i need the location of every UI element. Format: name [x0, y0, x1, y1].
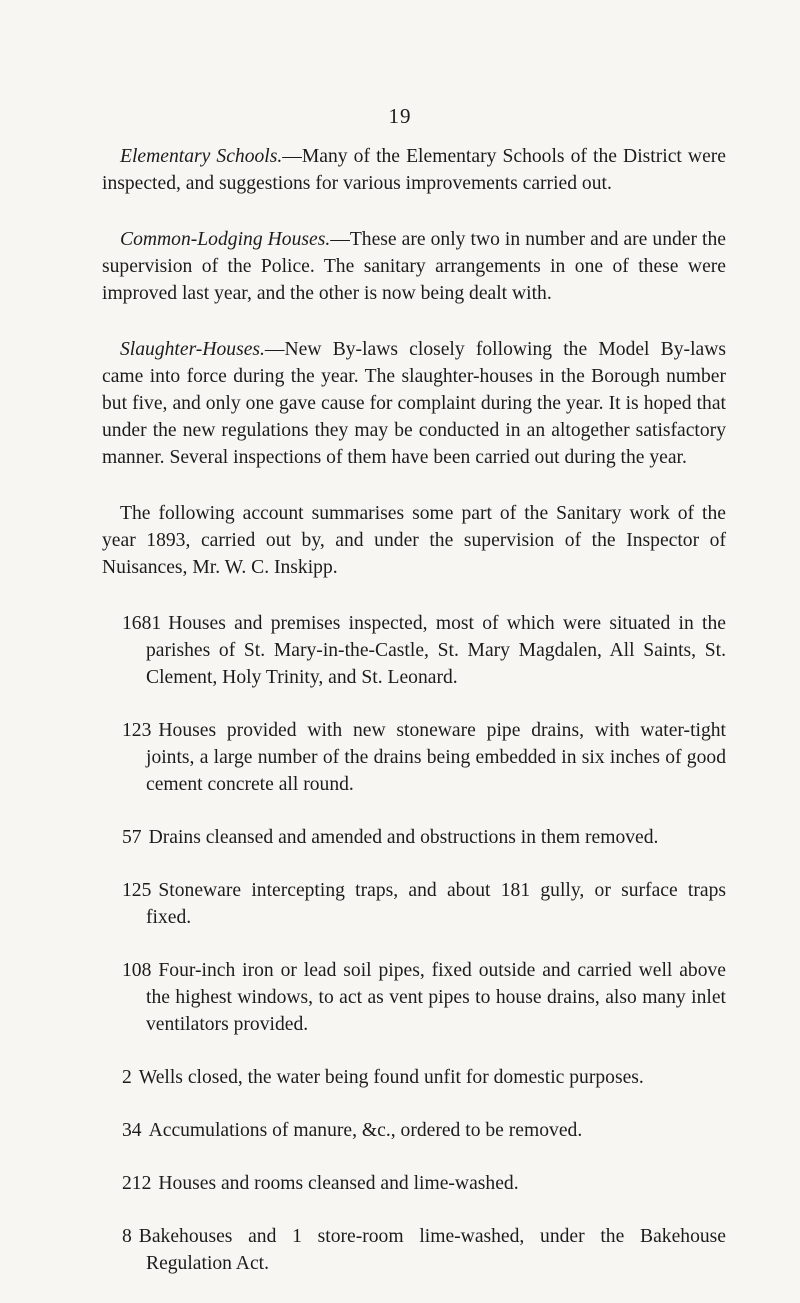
item-text: Bakehouses and 1 store-room lime-washed, under the Bakehouse Regulation Act.: [138, 1226, 726, 1274]
report-body: [102, 143, 726, 1303]
list-item: [102, 1170, 726, 1197]
paragraph-heading: Elementary Schools.: [120, 146, 283, 167]
paragraph-common-lodging-houses: [102, 226, 726, 307]
item-number: 125: [122, 880, 152, 901]
item-number: 1681: [122, 613, 162, 634]
paragraph-text: —These are only two in number and are under the supervision of the Police. The sanitary arrangements in one of these were improved last year, and the other is now being dealt with.: [102, 229, 726, 304]
item-number: 212: [122, 1173, 152, 1194]
paragraph-slaughter-houses: [102, 336, 726, 471]
paragraph-heading: Slaughter-Houses.: [120, 339, 265, 360]
list-item: [102, 1064, 726, 1091]
list-item: [102, 1223, 726, 1277]
item-text: Stoneware intercepting traps, and about 181 gully, or surface traps fixed.: [146, 880, 726, 928]
item-number: 108: [122, 960, 152, 981]
item-number: 8: [122, 1226, 132, 1247]
list-item: [102, 717, 726, 798]
list-item: [102, 610, 726, 691]
sanitary-work-list: [102, 610, 726, 1277]
item-text: Houses and rooms cleansed and lime-washed.: [158, 1173, 519, 1194]
paragraph-text: The following account summarises some part of the Sanitary work of the year 1893, carried out by, and under the supervision of the Inspector of Nuisances, Mr. W. C. Inskipp.: [102, 503, 726, 578]
paragraph-elementary-schools: [102, 143, 726, 197]
list-item: [102, 957, 726, 1038]
item-number: 57: [122, 827, 142, 848]
paragraph-sanitary-work-summary: [102, 500, 726, 581]
paragraph-text: —Many of the Elementary Schools of the District were inspected, and suggestions for various improvements carried out.: [102, 146, 726, 194]
item-text: Accumulations of manure, &c., ordered to be removed.: [148, 1120, 583, 1141]
item-number: 123: [122, 720, 152, 741]
paragraph-text: —New By-laws closely following the Model By-laws came into force during the year. The slaughter-houses in the Borough number but five, and only one gave cause for complaint during the year. It is hoped that under the new regulations they may be conducted in an altogether satisfactory manner. Several inspections of them have been carried out during the year.: [102, 339, 726, 468]
item-text: Houses provided with new stoneware pipe drains, with water-tight joints, a large number of the drains being embedded in six inches of good cement concrete all round.: [146, 720, 726, 795]
item-text: Four-inch iron or lead soil pipes, fixed outside and carried well above the highest windows, to act as vent pipes to house drains, also many inlet ventilators provided.: [146, 960, 726, 1035]
list-item: [102, 877, 726, 931]
item-text: Drains cleansed and amended and obstructions in them removed.: [148, 827, 659, 848]
paragraph-heading: Common-Lodging Houses.: [120, 229, 331, 250]
item-text: Houses and premises inspected, most of which were situated in the parishes of St. Mary-in-the-Castle, St. Mary Magdalen, All Saints, St. Clement, Holy Trinity, and St. Leonard.: [146, 613, 726, 688]
item-number: 2: [122, 1067, 132, 1088]
item-text: Wells closed, the water being found unfit for domestic purposes.: [138, 1067, 644, 1088]
page-number: 19: [388, 104, 412, 128]
item-number: 34: [122, 1120, 142, 1141]
list-item: [102, 824, 726, 851]
list-item: [102, 1117, 726, 1144]
